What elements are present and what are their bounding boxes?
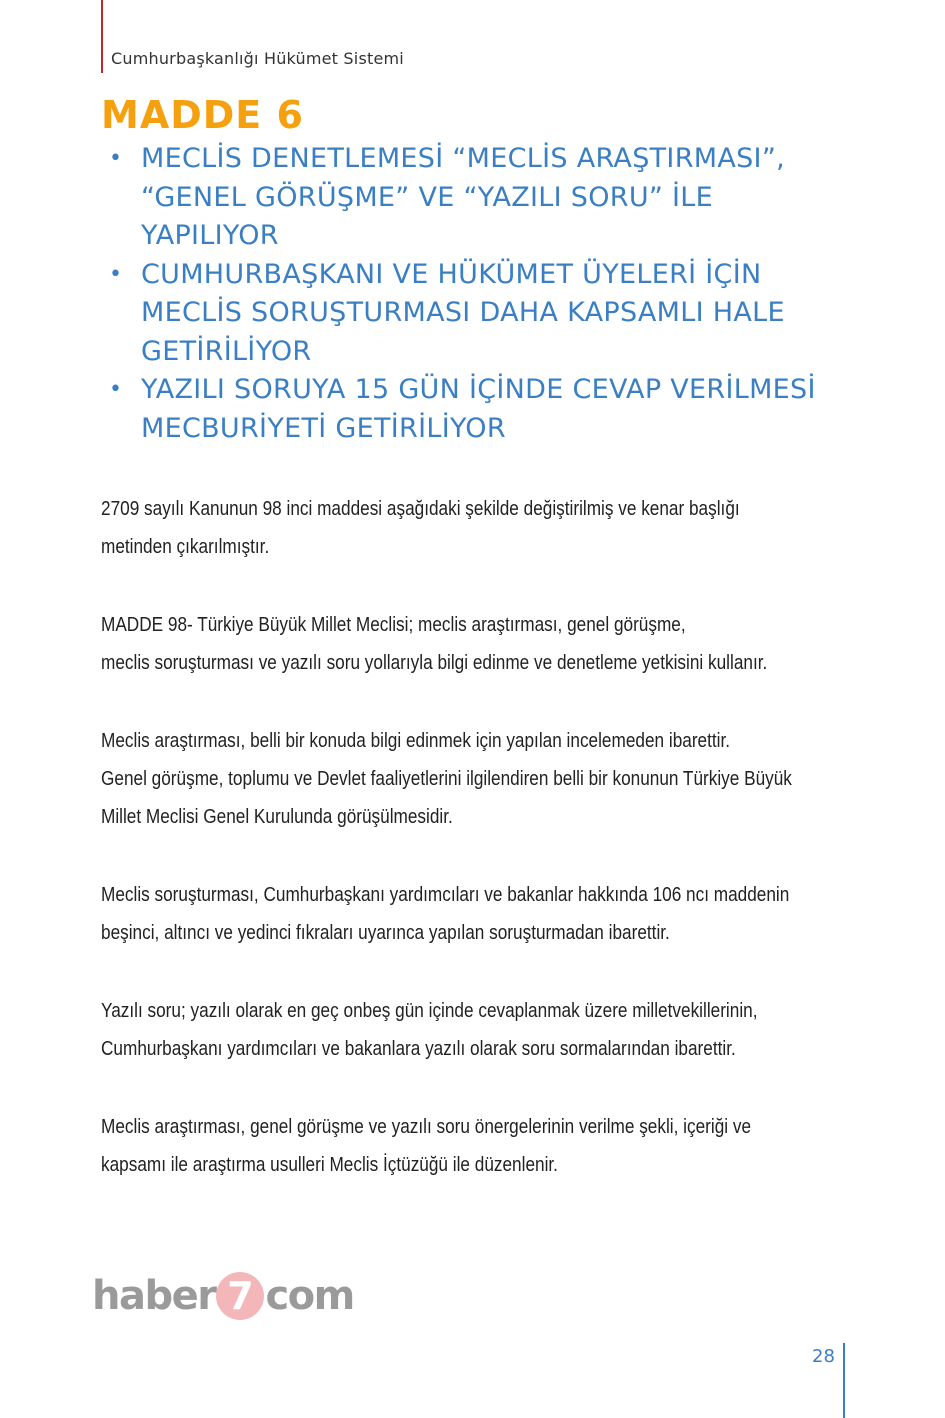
haber7-logo xyxy=(92,1272,354,1320)
highlight-item xyxy=(101,140,861,256)
paragraph xyxy=(101,1108,752,1184)
paragraph xyxy=(101,876,790,952)
highlight-line: MECLİS DENETLEMESİ “MECLİS ARAŞTIRMASI”, xyxy=(141,143,785,174)
highlight-line: YAPILIYOR xyxy=(141,220,279,251)
paragraph-line: meclis soruşturması ve yazılı soru yollarıyla bilgi edinme ve denetleme yetkisini kullanır. xyxy=(101,652,768,674)
paragraph-line: metinden çıkarılmıştır. xyxy=(101,536,270,558)
paragraph-line: beşinci, altıncı ve yedinci fıkraları uyarınca yapılan soruşturmadan ibarettir. xyxy=(101,922,670,944)
running-head: Cumhurbaşkanlığı Hükümet Sistemi xyxy=(111,49,404,68)
highlight-line: MECBURİYETİ GETİRİLİYOR xyxy=(141,412,506,444)
page-number: 28 xyxy=(812,1346,835,1367)
paragraph xyxy=(101,722,792,836)
paragraph-line: Meclis araştırması, belli bir konuda bilgi edinmek için yapılan incelemeden ibarettir. xyxy=(101,730,731,752)
paragraph xyxy=(101,606,768,682)
highlight-line: YAZILI SORUYA 15 GÜN İÇİNDE CEVAP VERİLMESİ xyxy=(141,374,816,405)
bullet-icon: • xyxy=(109,377,123,402)
paragraph-line: Cumhurbaşkanı yardımcıları ve bakanlara yazılı olarak soru sormalarından ibarettir. xyxy=(101,1038,736,1060)
logo-seven-badge: 7 xyxy=(216,1272,264,1320)
paragraph xyxy=(101,992,758,1068)
highlight-line: MECLİS SORUŞTURMASI DAHA KAPSAMLI HALE xyxy=(141,297,785,328)
article-title: MADDE 6 xyxy=(101,93,304,137)
paragraph-line: MADDE 98- Türkiye Büyük Millet Meclisi; meclis araştırması, genel görüşme, xyxy=(101,614,686,636)
highlight-line: GETİRİLİYOR xyxy=(141,335,312,367)
highlight-item xyxy=(101,371,861,448)
logo-text-haber: haber xyxy=(92,1273,216,1319)
paragraph-line: 2709 sayılı Kanunun 98 inci maddesi aşağıdaki şekilde değiştirilmiş ve kenar başlığı xyxy=(101,498,740,520)
logo-text-com: com xyxy=(265,1273,354,1319)
footer-rule xyxy=(843,1343,845,1418)
paragraph-line: kapsamı ile araştırma usulleri Meclis İçtüzüğü ile düzenlenir. xyxy=(101,1154,558,1176)
paragraph-line: Meclis araştırması, genel görüşme ve yazılı soru önergelerinin verilme şekli, içeriği ve xyxy=(101,1116,752,1138)
highlight-line: “GENEL GÖRÜŞME” VE “YAZILI SORU” İLE xyxy=(141,181,714,213)
bullet-icon: • xyxy=(109,261,123,287)
bullet-icon: • xyxy=(109,146,123,171)
paragraph-line: Yazılı soru; yazılı olarak en geç onbeş gün içinde cevaplanmak üzere milletvekillerinin, xyxy=(101,1000,758,1022)
highlight-line: CUMHURBAŞKANI VE HÜKÜMET ÜYELERİ İÇİN xyxy=(141,258,762,290)
paragraph xyxy=(101,490,740,566)
body-text xyxy=(101,490,792,1224)
header-rule xyxy=(101,0,103,73)
paragraph-line: Genel görüşme, toplumu ve Devlet faaliyetlerini ilgilendiren belli bir konunun Türkiye Büyük xyxy=(101,768,792,790)
highlights-list xyxy=(101,140,861,448)
highlight-item xyxy=(101,256,861,372)
paragraph-line: Millet Meclisi Genel Kurulunda görüşülmesidir. xyxy=(101,806,453,828)
paragraph-line: Meclis soruşturması, Cumhurbaşkanı yardımcıları ve bakanlar hakkında 106 ncı maddenin xyxy=(101,884,790,906)
